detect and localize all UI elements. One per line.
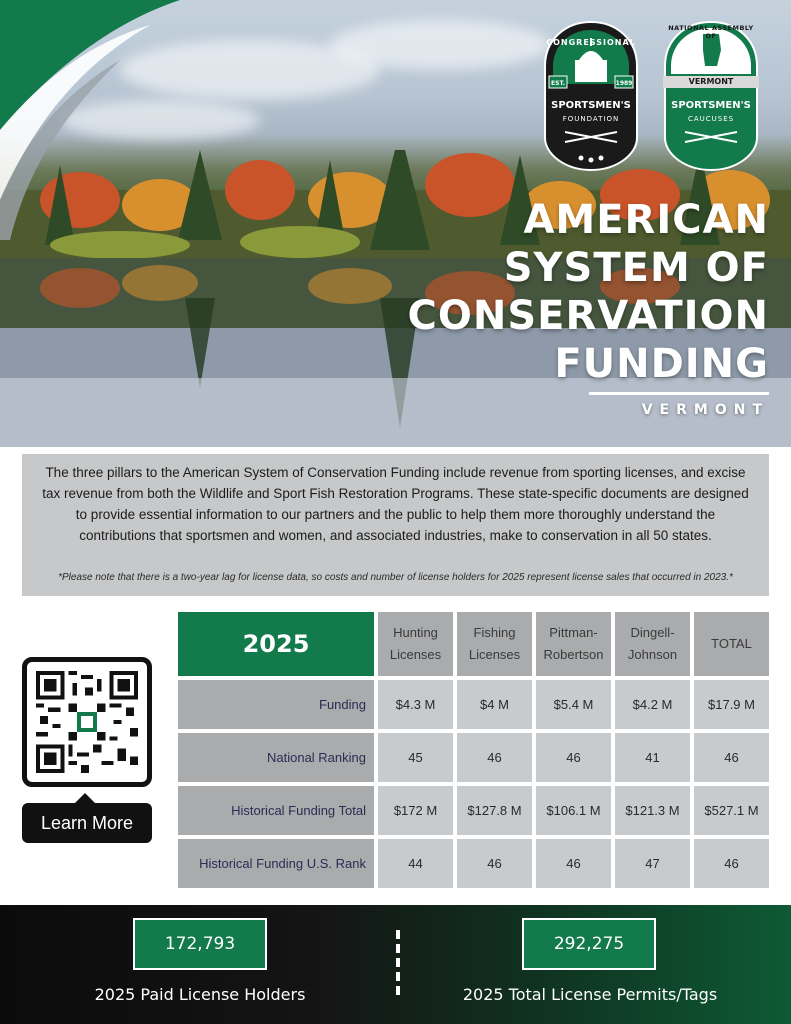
table-cell: 47 xyxy=(615,839,690,888)
badge-sub: CAUCUSES xyxy=(687,115,735,123)
table-cell: 41 xyxy=(615,733,690,782)
table-year-header: 2025 xyxy=(178,612,374,676)
page-title xyxy=(407,196,769,388)
table-column-header: Hunting Licenses xyxy=(378,612,453,676)
table-cell: 46 xyxy=(457,733,532,782)
national-assembly-sportsmens-caucuses-logo xyxy=(663,20,759,172)
license-permits-value: 292,275 xyxy=(522,918,656,970)
table-column-header: Dingell- Johnson xyxy=(615,612,690,676)
table-cell: $4.3 M xyxy=(378,680,453,729)
table-cell: $4 M xyxy=(457,680,532,729)
learn-more-button[interactable]: Learn More xyxy=(22,803,152,843)
badge-state: VERMONT xyxy=(688,77,734,86)
table-cell: 44 xyxy=(378,839,453,888)
table-cell: $17.9 M xyxy=(694,680,769,729)
table-cell: 46 xyxy=(694,839,769,888)
state-name: VERMONT xyxy=(641,402,769,418)
table-cell: 46 xyxy=(536,733,611,782)
congressional-sportsmens-foundation-logo xyxy=(543,20,639,172)
table-cell: $106.1 M xyxy=(536,786,611,835)
table-row-label: Historical Funding Total xyxy=(178,786,374,835)
table-row-label: Historical Funding U.S. Rank xyxy=(178,839,374,888)
title-divider xyxy=(589,392,769,395)
intro-panel xyxy=(22,454,769,596)
qr-pointer-arrow xyxy=(75,793,95,803)
table-column-header: TOTAL xyxy=(694,612,769,676)
badge-arc-text: CONGRESSIONAL xyxy=(546,38,636,47)
corner-swoosh xyxy=(0,0,220,240)
badge-est-year: 1989 xyxy=(615,80,633,87)
table-cell: 46 xyxy=(694,733,769,782)
table-cell: $5.4 M xyxy=(536,680,611,729)
table-row-label: National Ranking xyxy=(178,733,374,782)
paid-license-holders-value: 172,793 xyxy=(133,918,267,970)
hero-banner xyxy=(0,0,791,447)
qr-code-image xyxy=(36,671,138,773)
license-permits-label: 2025 Total License Permits/Tags xyxy=(462,985,718,1004)
table-cell: $172 M xyxy=(378,786,453,835)
table-cell: 45 xyxy=(378,733,453,782)
title-line-3: CONSERVATION xyxy=(407,293,769,339)
table-cell: $121.3 M xyxy=(615,786,690,835)
table-row-label: Funding xyxy=(178,680,374,729)
title-line-2: SYSTEM OF xyxy=(503,245,769,291)
badge-name: SPORTSMEN'S xyxy=(551,100,631,111)
badge-est-label: EST. xyxy=(551,80,565,87)
table-column-header: Fishing Licenses xyxy=(457,612,532,676)
badge-name: SPORTSMEN'S xyxy=(671,100,751,111)
table-cell: 46 xyxy=(536,839,611,888)
footer-stats xyxy=(0,905,791,1024)
badge-arc-text: NATIONAL ASSEMBLY OF xyxy=(668,24,754,40)
paid-license-holders-label: 2025 Paid License Holders xyxy=(94,985,306,1004)
qr-code[interactable] xyxy=(22,657,152,787)
table-cell: $527.1 M xyxy=(694,786,769,835)
intro-note: *Please note that there is a two-year lag for license data, so costs and number of license holders for 2025 represent license sales that occurred in 2023.* xyxy=(58,572,733,583)
title-line-1: AMERICAN xyxy=(523,197,769,243)
table-column-header: Pittman- Robertson xyxy=(536,612,611,676)
stat-divider xyxy=(396,930,400,996)
table-cell: $127.8 M xyxy=(457,786,532,835)
badge-sub: FOUNDATION xyxy=(562,115,620,123)
intro-paragraph: The three pillars to the American System of Conservation Funding include revenue from sporting licenses, and excise tax revenue from both the Wildlife and Sport Fish Restoration Programs. These state-specific documents are designed to provide essential information to our partners and the public to help them more thoroughly understand the contributions that sportsmen and women, and associated industries, make to conservation in all 50 states. xyxy=(42,465,749,543)
table-cell: 46 xyxy=(457,839,532,888)
table-cell: $4.2 M xyxy=(615,680,690,729)
title-line-4: FUNDING xyxy=(554,341,769,387)
